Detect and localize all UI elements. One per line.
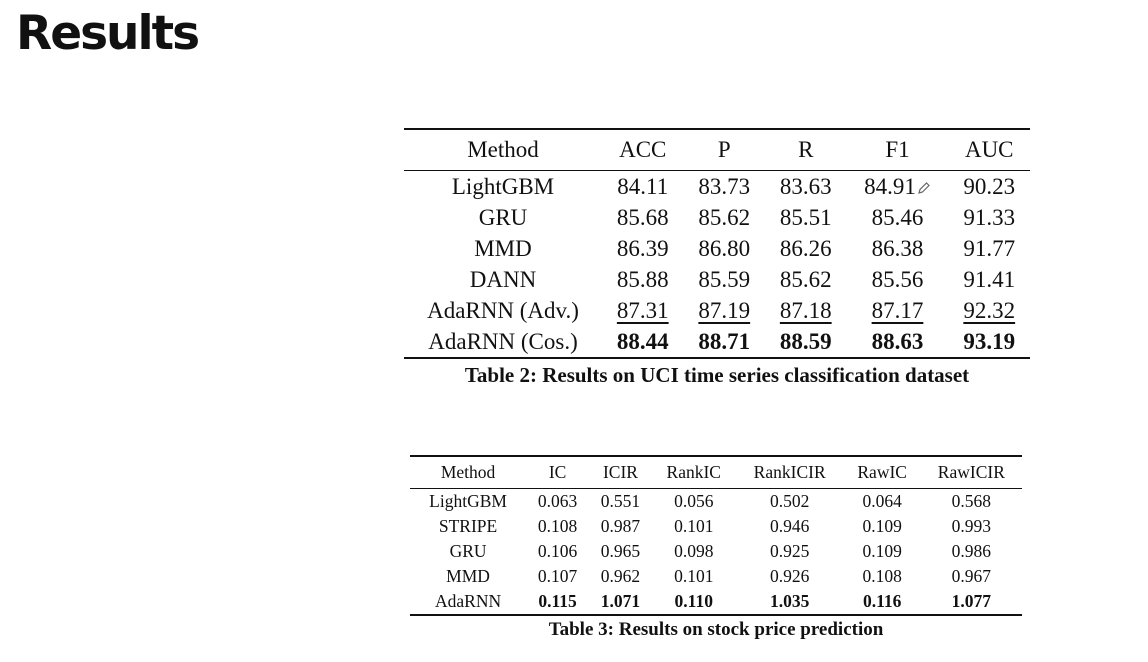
method-cell: MMD <box>474 235 532 261</box>
value-cell: 0.098 <box>674 541 714 561</box>
column-header: RankICIR <box>736 456 844 489</box>
column-header: RawIC <box>844 456 921 489</box>
value-cell: 0.064 <box>862 491 902 511</box>
column-header: Method <box>404 129 602 171</box>
value-cell: 0.568 <box>951 491 992 511</box>
value-cell: 0.962 <box>600 566 641 586</box>
value-cell: 0.967 <box>951 566 992 586</box>
underlined-value: 87.18 <box>779 297 832 323</box>
value-cell: 86.39 <box>616 235 669 261</box>
column-header: ACC <box>602 129 684 171</box>
value-cell: 0.116 <box>844 589 921 615</box>
table-row <box>404 295 1030 326</box>
uci-results-table <box>404 128 1030 388</box>
table-row <box>404 264 1030 295</box>
value-cell: 88.71 <box>684 326 766 358</box>
page-title: Results <box>16 6 199 61</box>
table-header-row <box>410 456 1022 489</box>
value-cell: 1.071 <box>589 589 652 615</box>
column-header: F1 <box>847 129 949 171</box>
table-caption: Table 2: Results on UCI time series classification dataset <box>464 363 970 387</box>
value-cell: 0.551 <box>600 491 641 511</box>
table-row <box>410 589 1022 615</box>
value-cell <box>847 171 949 203</box>
column-header: R <box>765 129 847 171</box>
table-row <box>404 171 1030 203</box>
value-cell: 0.110 <box>652 589 736 615</box>
value-cell: 0.101 <box>674 566 714 586</box>
pencil-icon <box>917 181 931 195</box>
value-cell: 0.063 <box>537 491 578 511</box>
column-header: ICIR <box>589 456 652 489</box>
column-header: P <box>684 129 766 171</box>
method-cell: AdaRNN (Adv.) <box>427 297 579 323</box>
method-cell: AdaRNN <box>410 589 526 615</box>
underlined-value: 87.19 <box>698 297 751 323</box>
value-cell: 86.80 <box>698 235 751 261</box>
underlined-value: 87.31 <box>616 297 669 323</box>
value-cell: 91.33 <box>963 204 1016 230</box>
value-cell: 85.62 <box>779 266 832 292</box>
method-cell: GRU <box>449 541 487 561</box>
value-cell: 0.109 <box>862 541 902 561</box>
value-cell <box>765 295 847 326</box>
value-cell: 0.109 <box>862 516 902 536</box>
value-cell: 83.63 <box>779 173 832 199</box>
method-cell: LightGBM <box>429 491 507 511</box>
table-row <box>404 233 1030 264</box>
method-cell: STRIPE <box>438 516 498 536</box>
value-cell: 0.106 <box>537 541 578 561</box>
value-cell: 88.44 <box>602 326 684 358</box>
table-row <box>410 514 1022 539</box>
table-caption: Table 3: Results on stock price prediction <box>548 619 884 640</box>
value-cell: 85.59 <box>698 266 751 292</box>
table-row <box>404 326 1030 358</box>
column-header: RawICIR <box>921 456 1022 489</box>
value-cell: 0.107 <box>537 566 578 586</box>
value-cell: 0.108 <box>862 566 902 586</box>
value-cell: 83.73 <box>698 173 751 199</box>
table-row <box>410 564 1022 589</box>
value-cell: 88.59 <box>765 326 847 358</box>
value-cell <box>948 295 1030 326</box>
value-cell: 88.63 <box>847 326 949 358</box>
stock-results-table <box>410 455 1022 641</box>
value-cell: 85.56 <box>871 266 924 292</box>
value-cell: 85.88 <box>616 266 669 292</box>
method-cell: MMD <box>446 566 490 586</box>
method-cell: DANN <box>469 266 537 292</box>
value-cell: 0.986 <box>951 541 992 561</box>
value-cell: 90.23 <box>963 173 1016 199</box>
value-cell: 85.51 <box>779 204 832 230</box>
value-cell: 93.19 <box>948 326 1030 358</box>
value-cell <box>602 295 684 326</box>
value-cell: 85.62 <box>698 204 751 230</box>
underlined-value: 87.17 <box>871 297 924 323</box>
value-cell: 84.11 <box>617 173 669 199</box>
value-cell: 1.035 <box>736 589 844 615</box>
value-cell: 86.38 <box>871 235 924 261</box>
value-cell: 1.077 <box>921 589 1022 615</box>
value-cell: 91.77 <box>963 235 1016 261</box>
table-row <box>410 489 1022 515</box>
value-cell: 0.056 <box>674 491 714 511</box>
value-cell <box>684 295 766 326</box>
value-cell: 0.101 <box>674 516 714 536</box>
value-cell: 91.41 <box>963 266 1016 292</box>
value-cell: 0.926 <box>769 566 810 586</box>
method-cell: AdaRNN (Cos.) <box>404 326 602 358</box>
value-cell: 85.68 <box>616 204 669 230</box>
value-text: 84.91 <box>864 173 916 199</box>
table-row <box>404 202 1030 233</box>
column-header: RankIC <box>652 456 736 489</box>
table-row <box>410 539 1022 564</box>
table-header-row <box>404 129 1030 171</box>
value-cell: 0.925 <box>769 541 810 561</box>
column-header: Method <box>410 456 526 489</box>
value-cell: 0.108 <box>537 516 578 536</box>
value-cell: 0.993 <box>951 516 992 536</box>
method-cell: LightGBM <box>451 173 555 199</box>
column-header: IC <box>526 456 589 489</box>
value-cell <box>847 295 949 326</box>
underlined-value: 92.32 <box>963 297 1016 323</box>
column-header: AUC <box>948 129 1030 171</box>
value-cell: 0.965 <box>600 541 641 561</box>
value-cell: 0.502 <box>769 491 810 511</box>
value-cell: 0.115 <box>526 589 589 615</box>
value-cell: 0.946 <box>769 516 810 536</box>
method-cell: GRU <box>478 204 528 230</box>
value-cell: 86.26 <box>779 235 832 261</box>
value-cell: 0.987 <box>600 516 641 536</box>
value-cell: 85.46 <box>871 204 924 230</box>
